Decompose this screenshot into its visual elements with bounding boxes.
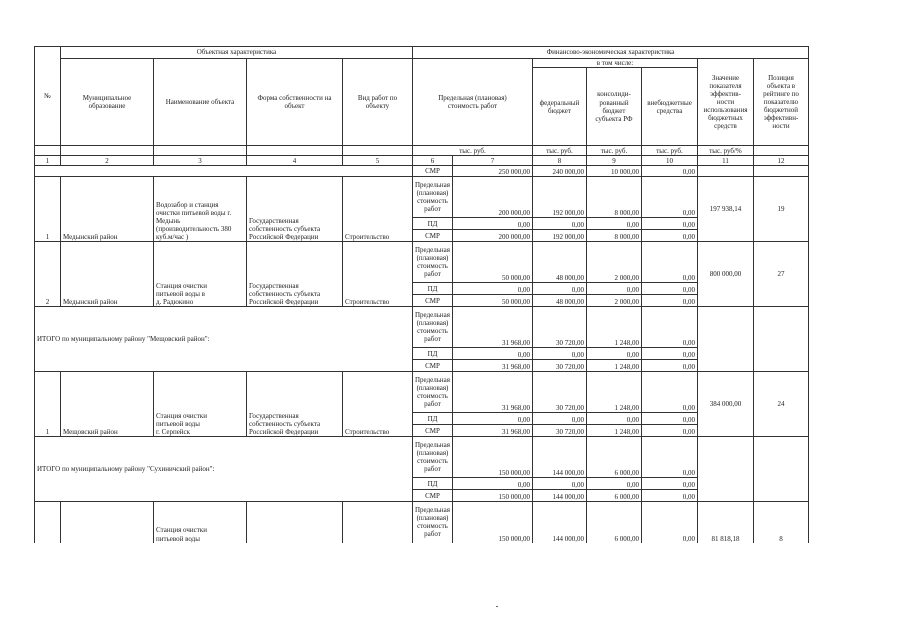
header-efficiency-indicator: Значение показателя эффектив- ности использования бюджетных средств [698,59,754,146]
row-label-max-cost: Предельная (плановая) стоимость работ [413,437,453,478]
cell-federal: 192 000,00 [533,230,587,242]
cell-consolidated: 0,00 [587,218,642,230]
cell-consolidated: 1 248,00 [587,307,642,348]
object-municipality [61,502,154,543]
object-municipality: Медынский район [61,242,154,307]
cell-total: 0,00 [453,478,533,490]
cell-consolidated: 6 000,00 [587,437,642,478]
carryover-empty-cell [754,166,809,177]
cell-total: 250 000,00 [453,166,533,177]
column-number: 7 [453,156,533,166]
cell-offbudget: 0,00 [642,283,698,295]
row-label-max-cost: Предельная (плановая) стоимость работ [413,307,453,348]
column-number: 5 [343,156,413,166]
row-label-max-cost: Предельная (плановая) стоимость работ [413,372,453,413]
cell-total: 50 000,00 [453,242,533,283]
table-row [35,242,809,283]
object-ownership: Государственная собственность субъекта Российской Федерации [247,242,343,307]
cell-total: 0,00 [453,348,533,360]
cell-offbudget: 0,00 [642,218,698,230]
object-ownership: Государственная собственность субъекта Российской Федерации [247,372,343,437]
row-label-smr: СМР [413,360,453,372]
object-efficiency-indicator: 197 938,14 [698,177,754,242]
header-financial-characteristic: Финансово-экономическая характеристика [413,47,809,59]
units-max-cost: тыс. руб. [413,146,533,156]
column-number: 1 [35,156,61,166]
cell-federal: 144 000,00 [533,502,587,543]
cell-offbudget: 0,00 [642,230,698,242]
header-offbudget-funds: внебюджетные средства [642,68,698,146]
cell-total: 31 968,00 [453,425,533,437]
cell-total: 0,00 [453,413,533,425]
header-ownership: Форма собственности на объект [247,59,343,146]
cell-offbudget: 0,00 [642,360,698,372]
object-rating-position: 19 [754,177,809,242]
cell-federal: 240 000,00 [533,166,587,177]
cell-total: 50 000,00 [453,295,533,307]
table-row [35,166,809,177]
table-row [35,372,809,413]
header-consolidated-budget: консолиди- рованный бюджет субъекта РФ [587,68,642,146]
column-number: 2 [61,156,154,166]
row-label-pd: ПД [413,348,453,360]
header-object-characteristic: Объектная характеристика [61,47,413,59]
units-indicator: тыс. руб/% [698,146,754,156]
cell-offbudget: 0,00 [642,437,698,478]
cell-consolidated: 2 000,00 [587,242,642,283]
column-number: 11 [698,156,754,166]
header-number: № [35,47,61,146]
object-efficiency-indicator: 384 000,00 [698,372,754,437]
column-number: 6 [413,156,453,166]
cell-federal: 30 720,00 [533,425,587,437]
cell-consolidated: 0,00 [587,413,642,425]
object-rating-position: 27 [754,242,809,307]
cell-consolidated: 2 000,00 [587,295,642,307]
cell-federal: 48 000,00 [533,295,587,307]
cell-total: 200 000,00 [453,177,533,218]
row-label-smr: СМР [413,490,453,502]
units-empty-cell [61,146,154,156]
row-label-pd: ПД [413,283,453,295]
object-work-type: Строительство [343,177,413,242]
object-work-type: Строительство [343,372,413,437]
cell-federal: 0,00 [533,218,587,230]
cell-consolidated: 0,00 [587,478,642,490]
row-label-max-cost: Предельная (плановая) стоимость работ [413,177,453,218]
cell-federal: 144 000,00 [533,490,587,502]
object-rating-position: 8 [754,502,809,543]
total-empty-cell [754,437,809,502]
table-row [35,177,809,218]
object-municipality: Мещовский район [61,372,154,437]
cell-offbudget: 0,00 [642,490,698,502]
object-efficiency-indicator: 800 000,00 [698,242,754,307]
row-label-smr: СМР [413,230,453,242]
object-work-type [343,502,413,543]
units-federal: тыс. руб. [533,146,587,156]
total-label: ИТОГО по муниципальному району "Мещовский район": [35,307,413,372]
object-number: 2 [35,242,61,307]
cell-federal: 30 720,00 [533,372,587,413]
cell-consolidated: 1 248,00 [587,372,642,413]
total-label: ИТОГО по муниципальному району "Сухиничский район": [35,437,413,502]
object-rating-position: 24 [754,372,809,437]
carryover-empty-cell [698,166,754,177]
object-name: Станция очистки питьевой воды г. Серпейск [154,372,247,437]
cell-total: 0,00 [453,218,533,230]
row-label-pd: ПД [413,413,453,425]
cell-total: 150 000,00 [453,490,533,502]
header-work-type: Вид работ по объекту [343,59,413,146]
cell-offbudget: 0,00 [642,307,698,348]
object-name: Станция очистки питьевой воды в д. Радюкино [154,242,247,307]
column-number: 8 [533,156,587,166]
cell-federal: 48 000,00 [533,242,587,283]
row-label-smr: СМР [413,425,453,437]
cell-offbudget: 0,00 [642,425,698,437]
units-empty-cell [754,146,809,156]
column-number: 3 [154,156,247,166]
total-empty-cell [698,307,754,372]
cell-offbudget: 0,00 [642,177,698,218]
object-number: 1 [35,372,61,437]
cell-federal: 144 000,00 [533,437,587,478]
row-label-max-cost: Предельная (плановая) стоимость работ [413,242,453,283]
row-label-smr: СМР [413,166,453,177]
table-row [35,307,809,348]
total-empty-cell [698,437,754,502]
cell-total: 0,00 [453,283,533,295]
cell-consolidated: 6 000,00 [587,502,642,543]
cell-offbudget: 0,00 [642,478,698,490]
object-name: Водозабор и станция очистки питьевой воды г. Медынь (производительность 380 куб.м/час ) [154,177,247,242]
cell-consolidated: 8 000,00 [587,230,642,242]
cell-total: 31 968,00 [453,372,533,413]
carryover-empty-cell [35,166,413,177]
row-label-max-cost: Предельная (плановая) стоимость работ [413,502,453,543]
column-number: 9 [587,156,642,166]
cell-offbudget: 0,00 [642,372,698,413]
cell-total: 31 968,00 [453,307,533,348]
cell-total: 150 000,00 [453,437,533,478]
row-label-smr: СМР [413,295,453,307]
object-number: 1 [35,177,61,242]
cell-offbudget: 0,00 [642,242,698,283]
cell-federal: 30 720,00 [533,307,587,348]
object-efficiency-indicator: 81 818,18 [698,502,754,543]
cell-federal: 30 720,00 [533,360,587,372]
investment-objects-table [34,46,809,543]
table-row [35,437,809,478]
units-empty-cell [247,146,343,156]
column-number: 10 [642,156,698,166]
page-mark [496,606,498,607]
table-row [35,502,809,543]
row-label-pd: ПД [413,218,453,230]
object-ownership [247,502,343,543]
object-number [35,502,61,543]
object-name: Станция очистки питьевой воды [154,502,247,543]
cell-offbudget: 0,00 [642,348,698,360]
object-ownership: Государственная собственность субъекта Российской Федерации [247,177,343,242]
header-object-name: Наименование объекта [154,59,247,146]
object-municipality: Медынский район [61,177,154,242]
cell-consolidated: 6 000,00 [587,490,642,502]
cell-federal: 192 000,00 [533,177,587,218]
header-including: в том числе: [533,59,698,68]
cell-consolidated: 1 248,00 [587,360,642,372]
cell-offbudget: 0,00 [642,413,698,425]
cell-offbudget: 0,00 [642,166,698,177]
units-empty-cell [154,146,247,156]
cell-federal: 0,00 [533,478,587,490]
cell-offbudget: 0,00 [642,502,698,543]
total-empty-cell [754,307,809,372]
cell-consolidated: 0,00 [587,348,642,360]
cell-consolidated: 8 000,00 [587,177,642,218]
cell-federal: 0,00 [533,283,587,295]
cell-total: 150 000,00 [453,502,533,543]
row-label-pd: ПД [413,478,453,490]
cell-federal: 0,00 [533,413,587,425]
cell-total: 31 968,00 [453,360,533,372]
cell-consolidated: 0,00 [587,283,642,295]
header-federal-budget: федеральный бюджет [533,68,587,146]
header-municipality: Муниципальное образование [61,59,154,146]
cell-consolidated: 1 248,00 [587,425,642,437]
units-empty-cell [35,146,61,156]
cell-offbudget: 0,00 [642,295,698,307]
column-number: 4 [247,156,343,166]
units-consolidated: тыс. руб. [587,146,642,156]
units-empty-cell [343,146,413,156]
cell-total: 200 000,00 [453,230,533,242]
cell-consolidated: 10 000,00 [587,166,642,177]
units-offbudget: тыс. руб. [642,146,698,156]
header-max-cost: Предельная (плановая) стоимость работ [413,59,533,146]
object-work-type: Строительство [343,242,413,307]
header-rating-position: Позиция объекта в рейтинге по показателю бюджетной эффективн- ности [754,59,809,146]
cell-federal: 0,00 [533,348,587,360]
column-number: 12 [754,156,809,166]
